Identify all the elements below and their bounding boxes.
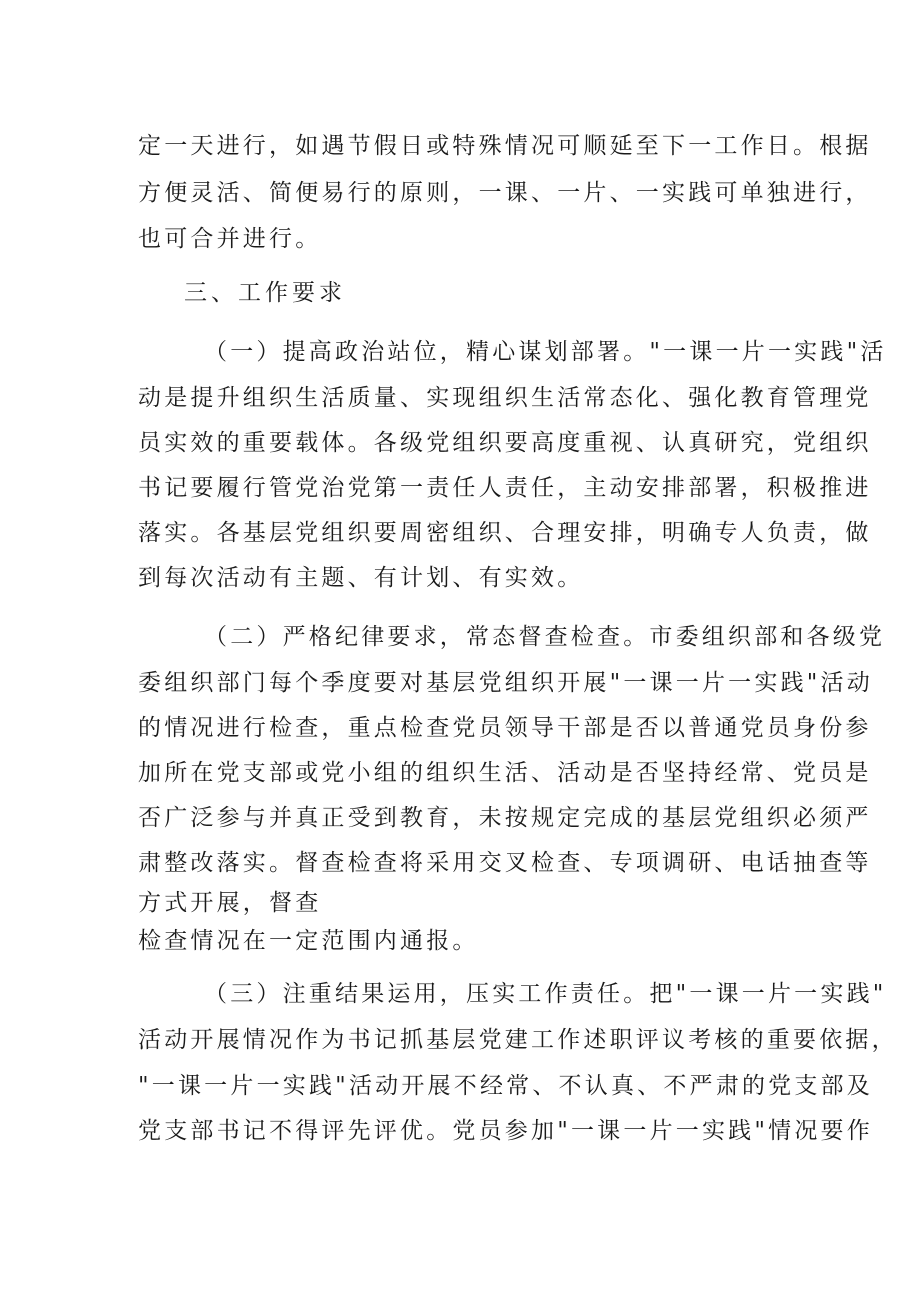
paragraph-2-line-6: 肃整改落实。督查检查将采用交叉检查、专项调研、电话抽查等 bbox=[138, 850, 872, 876]
paragraph-1-line-4: 书记要履行管党治党第一责任人责任，主动安排部署，积极推进 bbox=[138, 475, 872, 501]
paragraph-1-line-3: 员实效的重要载体。各级党组织要高度重视、认真研究，党组织 bbox=[138, 430, 872, 456]
paragraph-1-line-2: 动是提升组织生活质量、实现组织生活常态化、强化教育管理党 bbox=[138, 385, 872, 411]
paragraph-1-line-5: 落实。各基层党组织要周密组织、合理安排，明确专人负责，做 bbox=[138, 520, 872, 546]
paragraph-2-line-3: 的情况进行检查，重点检查党员领导干部是否以普通党员身份参 bbox=[138, 715, 872, 741]
paragraph-2-line-8: 检查情况在一定范围内通报。 bbox=[138, 928, 479, 954]
paragraph-3-line-4: 党支部书记不得评先评优。党员参加"一课一片一实践"情况要作 bbox=[138, 1118, 873, 1144]
paragraph-3-line-2: 活动开展情况作为书记抓基层党建工作述职评议考核的重要依据， bbox=[138, 1027, 898, 1053]
text-line-2: 方便灵活、简便易行的原则，一课、一片、一实践可单独进行， bbox=[138, 180, 872, 206]
paragraph-1-line-1: （一）提高政治站位，精心谋划部署。"一课一片一实践"活 bbox=[204, 339, 887, 365]
paragraph-2-line-5: 否广泛参与并真正受到教育，未按规定完成的基层党组织必须严 bbox=[138, 805, 872, 831]
paragraph-3-line-1: （三）注重结果运用，压实工作责任。把"一课一片一实践" bbox=[204, 981, 887, 1007]
paragraph-3-line-3: "一课一片一实践"活动开展不经常、不认真、不严肃的党支部及 bbox=[138, 1073, 873, 1099]
paragraph-2-line-1: （二）严格纪律要求，常态督查检查。市委组织部和各级党 bbox=[204, 624, 886, 650]
paragraph-1-line-6: 到每次活动有主题、有计划、有实效。 bbox=[138, 565, 584, 591]
text-line-1: 定一天进行，如遇节假日或特殊情况可顺延至下一工作日。根据 bbox=[138, 133, 872, 159]
paragraph-2-line-4: 加所在党支部或党小组的组织生活、活动是否坚持经常、党员是 bbox=[138, 760, 872, 786]
paragraph-2-line-7: 方式开展，督查 bbox=[138, 890, 322, 916]
text-line-3: 也可合并进行。 bbox=[138, 226, 322, 252]
paragraph-2-line-2: 委组织部门每个季度要对基层党组织开展"一课一片一实践"活动 bbox=[138, 670, 873, 696]
section-heading: 三、工作要求 bbox=[184, 280, 346, 306]
